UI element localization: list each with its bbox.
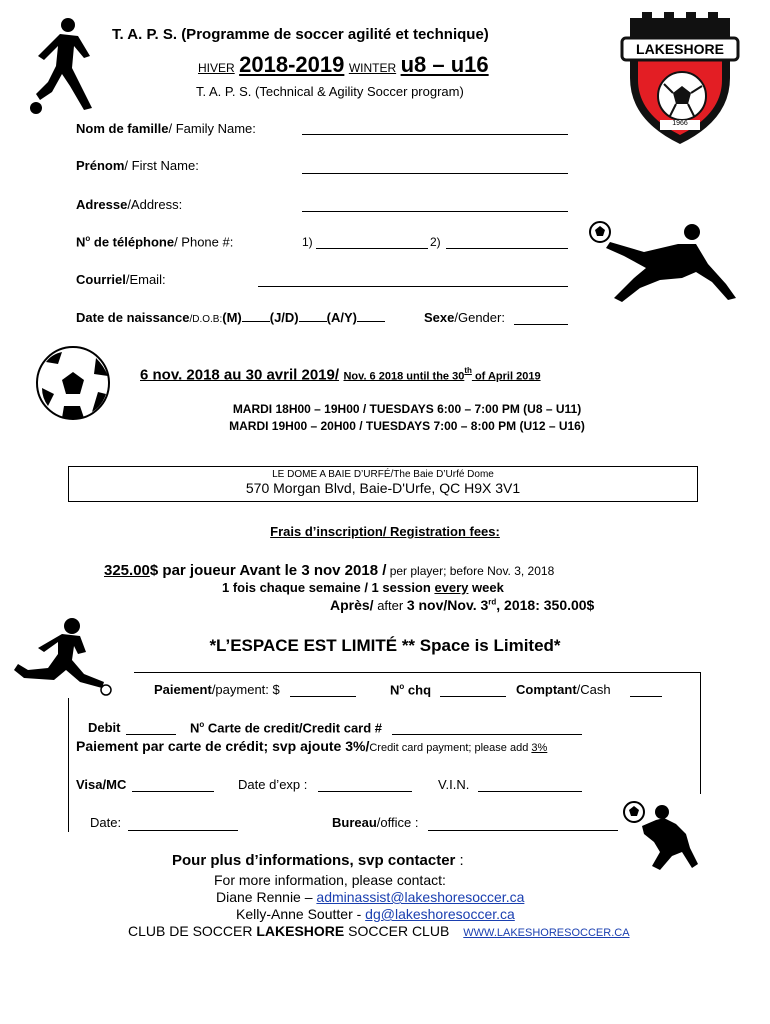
- kicking-player-icon: [14, 616, 114, 700]
- credit-surcharge-note: Paiement par carte de crédit; svp ajoute 3%/Credit card payment; please add 3%: [76, 738, 548, 754]
- website-link[interactable]: WWW.LAKESHORESOCCER.CA: [463, 927, 630, 939]
- credit-card-field[interactable]: [392, 734, 582, 735]
- page-subtitle: T. A. P. S. (Technical & Agility Soccer program): [196, 84, 464, 99]
- hiver-label: HIVER: [198, 61, 235, 75]
- contact-kelly-anne: Kelly-Anne Soutter - dg@lakeshoresoccer.ca: [236, 906, 515, 922]
- payment-box-right: [700, 672, 701, 794]
- office-label: Bureau/office :: [332, 815, 419, 830]
- winter-label: WINTER: [348, 61, 397, 75]
- visa-label: Visa/MC: [76, 777, 127, 792]
- venue-box: [68, 466, 698, 502]
- session-frequency: 1 fois chaque semaine / 1 session every week: [222, 580, 504, 595]
- goalkeeper-icon: [620, 800, 700, 876]
- lakeshore-crest-logo: [616, 8, 744, 148]
- payment-box-left: [68, 698, 69, 832]
- debit-label: Debit: [88, 720, 121, 735]
- soccer-player-icon: [22, 16, 100, 116]
- venue-name: LE DOME A BAIE D’URFÉ/The Baie D’Urfé Dome: [272, 469, 494, 480]
- admin-email-link[interactable]: adminassist@lakeshoresoccer.ca: [316, 889, 525, 905]
- vin-field[interactable]: [478, 791, 582, 792]
- contact-diane: Diane Rennie – adminassist@lakeshoresoccer.ca: [216, 889, 525, 905]
- dg-email-link[interactable]: dg@lakeshoresoccer.ca: [365, 906, 515, 922]
- venue-address: 570 Morgan Blvd, Baie-D'Urfe, QC H9X 3V1: [245, 480, 521, 496]
- dob-label: Date de naissance/D.O.B:(M) (J/D) (A/Y): [76, 310, 385, 325]
- address-field[interactable]: [302, 211, 568, 212]
- phone1-field[interactable]: [316, 248, 428, 249]
- ages-label: u8 – u16: [400, 52, 489, 77]
- page-title: T. A. P. S. (Programme de soccer agilité et technique): [112, 26, 489, 43]
- credit-card-label: $N^o$ Carte de credit/Credit card #: [190, 720, 383, 736]
- cash-label: Comptant/Cash: [516, 682, 611, 697]
- space-limited-notice: *L’ESPACE EST LIMITÉ ** Space is Limited*: [209, 636, 561, 655]
- contact-more-info: For more information, please contact:: [214, 872, 446, 888]
- cheque-field[interactable]: [440, 696, 506, 697]
- date-field[interactable]: [128, 830, 238, 831]
- lastname-label: Nom de famille/ Family Name:: [76, 121, 256, 136]
- phone1-label: 1): [302, 235, 313, 249]
- expiry-field[interactable]: [318, 791, 412, 792]
- office-field[interactable]: [428, 830, 618, 831]
- expiry-label: Date d’exp :: [238, 777, 308, 792]
- cheque-label: $N^o$ chq: [390, 682, 432, 698]
- contact-heading: Pour plus d’informations, svp contacter :: [172, 852, 464, 869]
- cash-field[interactable]: [630, 696, 662, 697]
- phone2-field[interactable]: [446, 248, 568, 249]
- firstname-field[interactable]: [302, 173, 568, 174]
- years-label: 2018-2019: [239, 52, 345, 77]
- vin-label: V.I.N.: [438, 777, 470, 792]
- payment-box-top: [134, 672, 700, 673]
- firstname-label: Prénom/ First Name:: [76, 158, 199, 173]
- debit-field[interactable]: [126, 734, 176, 735]
- sex-field[interactable]: [514, 324, 568, 325]
- email-label: Courriel/Email:: [76, 272, 166, 287]
- season-dates: 6 nov. 2018 au 30 avril 2019/ Nov. 6 2018 until the 30th of April 2019: [140, 366, 541, 384]
- late-price: Après/ after 3 nov/Nov. 3rd, 2018: 350.00$: [330, 597, 595, 613]
- payment-amount-field[interactable]: [290, 696, 356, 697]
- email-field[interactable]: [258, 286, 568, 287]
- schedule-line-1: MARDI 18H00 – 19H00 / TUESDAYS 6:00 – 7:00 PM (U8 – U11): [232, 402, 582, 416]
- date-label: Date:: [90, 815, 122, 830]
- season-line: [198, 52, 489, 78]
- bicycle-kick-player-icon: [586, 218, 742, 302]
- crest-name: LAKESHORE: [636, 41, 724, 57]
- payment-amount-label: Paiement/payment: $: [154, 682, 280, 697]
- club-line: CLUB DE SOCCER LAKESHORE SOCCER CLUB WWW.LAKESHORESOCCER.CA: [128, 923, 630, 939]
- phone-label: $N^o$ de téléphone/ Phone #:: [76, 234, 234, 250]
- lastname-field[interactable]: [302, 134, 568, 135]
- fees-heading: Frais d’inscription/ Registration fees:: [270, 524, 500, 539]
- early-price: 325.00$ par joueur Avant le 3 nov 2018 / per player; before Nov. 3, 2018: [104, 562, 555, 579]
- crest-year: 1966: [672, 120, 688, 127]
- sex-label: Sexe/Gender:: [424, 310, 505, 325]
- schedule-line-2: MARDI 19H00 – 20H00 / TUESDAYS 7:00 – 8:00 PM (U12 – U16): [229, 419, 585, 433]
- visa-field[interactable]: [132, 791, 214, 792]
- phone2-label: 2): [430, 235, 441, 249]
- address-label: Adresse/Address:: [76, 197, 183, 212]
